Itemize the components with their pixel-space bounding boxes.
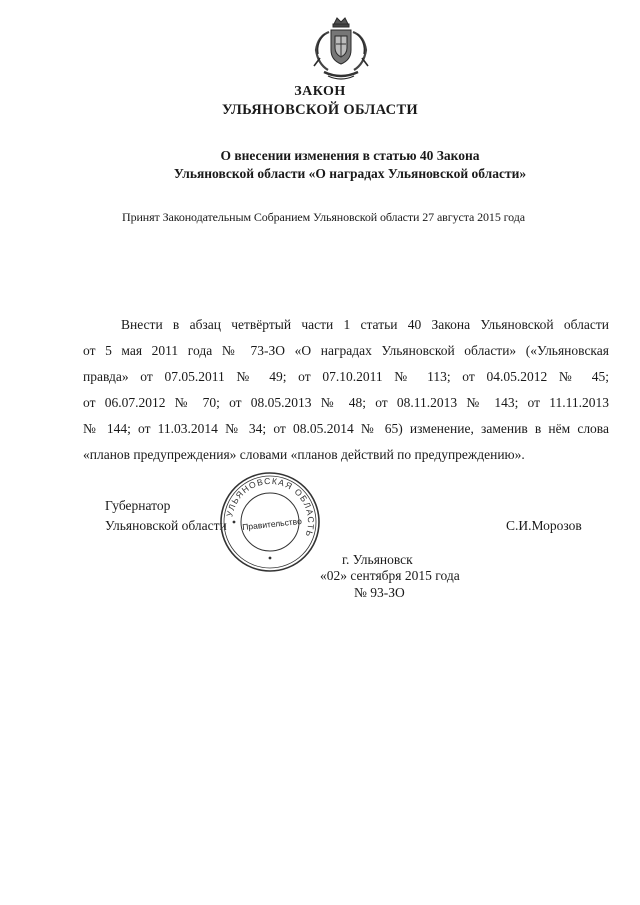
document-type: ЗАКОН	[294, 84, 346, 99]
law-subject-line-1: О внесении изменения в статью 40 Закона	[220, 148, 480, 163]
body-text-line: правда» от 07.05.2011 № 49; от 07.10.2011 № 113; от 04.05.2012 № 45;	[83, 369, 609, 384]
body-text-line: от 5 мая 2011 года № 73-ЗО «О наградах Ульяновской области» («Ульяновская	[83, 343, 609, 358]
signing-date: «02» сентября 2015 года	[320, 568, 460, 583]
seal-center-text: Правительство	[241, 515, 303, 533]
adoption-note: Принят Законодательным Собранием Ульяновской области 27 августа 2015 года	[122, 210, 525, 224]
signatory-title-line-2: Ульяновской области	[105, 518, 227, 533]
document-region: УЛЬЯНОВСКОЙ ОБЛАСТИ	[221, 102, 419, 118]
seal-ring-text: УЛЬЯНОВСКАЯ ОБЛАСТЬ	[224, 475, 317, 539]
coat-of-arms-icon	[310, 14, 372, 84]
law-number: № 93-ЗО	[354, 585, 405, 600]
body-text-line: Внести в абзац четвёртый части 1 статьи 40 Закона Ульяновской области	[121, 317, 609, 332]
law-subject-line-2: Ульяновской области «О наградах Ульяновской области»	[173, 166, 527, 181]
place-of-signing: г. Ульяновск	[342, 552, 413, 567]
signatory-name: С.И.Морозов	[506, 518, 582, 533]
body-text-line: от 06.07.2012 № 70; от 08.05.2013 № 48; от 08.11.2013 № 143; от 11.11.2013	[83, 395, 609, 410]
body-text-line: «планов предупреждения» словами «планов действий по предупреждению».	[83, 447, 525, 462]
body-text-line: № 144; от 11.03.2014 № 34; от 08.05.2014 № 65) изменение, заменив в нём слова	[83, 421, 609, 436]
signatory-title-line-1: Губернатор	[105, 498, 171, 513]
